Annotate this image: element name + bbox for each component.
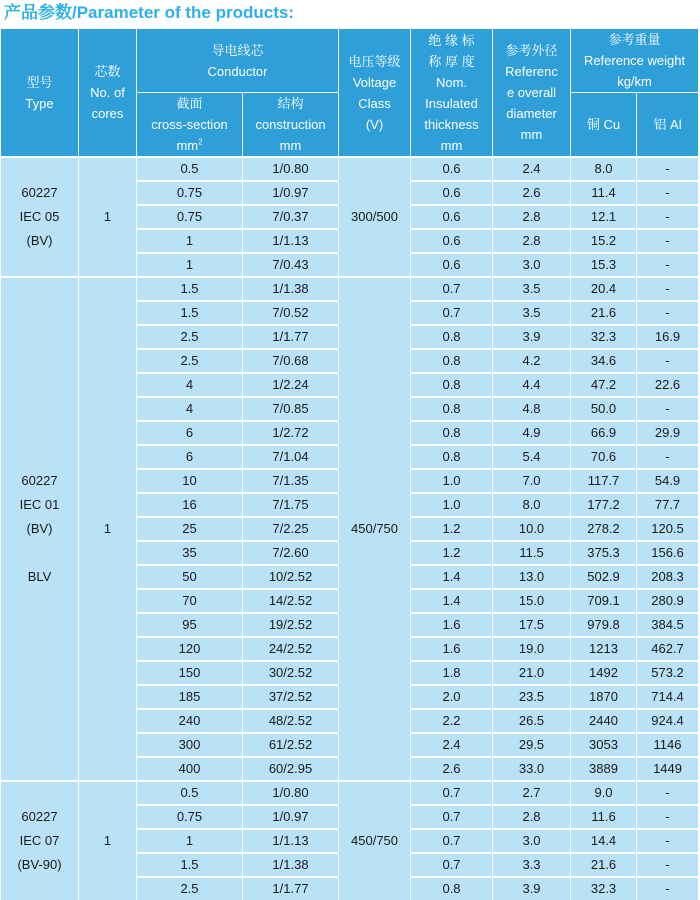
cell-cross-section: 4 bbox=[137, 373, 243, 397]
cell-cross-section: 4 bbox=[137, 397, 243, 421]
cell-weight-cu: 70.6 bbox=[571, 445, 637, 469]
cell-construction: 1/2.24 bbox=[243, 373, 339, 397]
cell-weight-cu: 32.3 bbox=[571, 877, 637, 900]
cell-weight-cu: 709.1 bbox=[571, 589, 637, 613]
cell-weight-cu: 21.6 bbox=[571, 301, 637, 325]
cell-insulation: 1.0 bbox=[411, 493, 493, 517]
cell-cross-section: 6 bbox=[137, 421, 243, 445]
cell-weight-cu: 34.6 bbox=[571, 349, 637, 373]
cell-voltage: 300/500 bbox=[339, 157, 411, 277]
cell-construction: 7/0.68 bbox=[243, 349, 339, 373]
cell-weight-al: - bbox=[637, 829, 699, 853]
cell-insulation: 0.8 bbox=[411, 397, 493, 421]
cell-weight-al: 573.2 bbox=[637, 661, 699, 685]
cell-insulation: 0.8 bbox=[411, 373, 493, 397]
header-weight-cu: 铜 Cu bbox=[571, 93, 637, 158]
cell-diameter: 3.5 bbox=[493, 277, 571, 301]
cell-weight-cu: 14.4 bbox=[571, 829, 637, 853]
cell-construction: 1/1.77 bbox=[243, 325, 339, 349]
cell-insulation: 2.0 bbox=[411, 685, 493, 709]
cell-weight-al: - bbox=[637, 445, 699, 469]
header-insulation-thickness: 绝 缘 标 称 厚 度 Nom. Insulated thickness mm bbox=[411, 29, 493, 158]
cell-cross-section: 1.5 bbox=[137, 853, 243, 877]
cell-cores: 1 bbox=[79, 277, 137, 781]
cell-insulation: 0.8 bbox=[411, 877, 493, 900]
cell-construction: 61/2.52 bbox=[243, 733, 339, 757]
cell-weight-cu: 502.9 bbox=[571, 565, 637, 589]
cell-construction: 1/0.80 bbox=[243, 781, 339, 805]
cell-weight-cu: 9.0 bbox=[571, 781, 637, 805]
cell-diameter: 3.3 bbox=[493, 853, 571, 877]
table-row bbox=[1, 781, 699, 805]
cell-cross-section: 185 bbox=[137, 685, 243, 709]
cell-cross-section: 0.5 bbox=[137, 157, 243, 181]
cell-voltage: 450/750 bbox=[339, 277, 411, 781]
cell-insulation: 0.6 bbox=[411, 157, 493, 181]
cell-cross-section: 25 bbox=[137, 517, 243, 541]
cell-cross-section: 10 bbox=[137, 469, 243, 493]
cell-weight-cu: 1492 bbox=[571, 661, 637, 685]
cell-weight-al: - bbox=[637, 805, 699, 829]
cell-insulation: 2.2 bbox=[411, 709, 493, 733]
cell-cross-section: 150 bbox=[137, 661, 243, 685]
cell-insulation: 2.4 bbox=[411, 733, 493, 757]
header-overall-diameter: 参考外径 Referenc e overall diameter mm bbox=[493, 29, 571, 158]
cell-cross-section: 1 bbox=[137, 253, 243, 277]
cell-insulation: 1.4 bbox=[411, 589, 493, 613]
cell-diameter: 4.8 bbox=[493, 397, 571, 421]
table-group bbox=[1, 277, 699, 781]
cell-weight-al: 77.7 bbox=[637, 493, 699, 517]
cell-weight-cu: 47.2 bbox=[571, 373, 637, 397]
cell-weight-cu: 177.2 bbox=[571, 493, 637, 517]
cell-weight-al: - bbox=[637, 181, 699, 205]
cell-diameter: 26.5 bbox=[493, 709, 571, 733]
cell-construction: 19/2.52 bbox=[243, 613, 339, 637]
cell-weight-cu: 979.8 bbox=[571, 613, 637, 637]
cell-weight-al: 924.4 bbox=[637, 709, 699, 733]
cell-construction: 7/0.37 bbox=[243, 205, 339, 229]
cell-construction: 7/0.52 bbox=[243, 301, 339, 325]
cell-diameter: 17.5 bbox=[493, 613, 571, 637]
cell-weight-al: - bbox=[637, 157, 699, 181]
cell-weight-al: 384.5 bbox=[637, 613, 699, 637]
cell-weight-al: 156.6 bbox=[637, 541, 699, 565]
cell-construction: 7/0.43 bbox=[243, 253, 339, 277]
cell-insulation: 0.6 bbox=[411, 181, 493, 205]
cell-insulation: 0.8 bbox=[411, 349, 493, 373]
cell-weight-cu: 278.2 bbox=[571, 517, 637, 541]
cell-weight-cu: 15.3 bbox=[571, 253, 637, 277]
cell-diameter: 19.0 bbox=[493, 637, 571, 661]
cell-cross-section: 1 bbox=[137, 229, 243, 253]
header-cores: 芯数 No. of cores bbox=[79, 29, 137, 158]
header-type: 型号 Type bbox=[1, 29, 79, 158]
cell-construction: 14/2.52 bbox=[243, 589, 339, 613]
cell-weight-al: 54.9 bbox=[637, 469, 699, 493]
table-group bbox=[1, 157, 699, 277]
cell-diameter: 2.6 bbox=[493, 181, 571, 205]
header-construction: 结构 construction mm bbox=[243, 93, 339, 158]
cell-insulation: 0.7 bbox=[411, 781, 493, 805]
cell-diameter: 4.4 bbox=[493, 373, 571, 397]
cell-weight-al: - bbox=[637, 229, 699, 253]
cell-weight-al: 208.3 bbox=[637, 565, 699, 589]
cell-construction: 1/1.38 bbox=[243, 277, 339, 301]
cell-insulation: 0.6 bbox=[411, 253, 493, 277]
cell-weight-cu: 117.7 bbox=[571, 469, 637, 493]
cell-cross-section: 0.75 bbox=[137, 181, 243, 205]
cell-weight-cu: 11.6 bbox=[571, 805, 637, 829]
cell-construction: 1/0.80 bbox=[243, 157, 339, 181]
cell-cross-section: 16 bbox=[137, 493, 243, 517]
cell-construction: 1/0.97 bbox=[243, 805, 339, 829]
cell-cross-section: 0.75 bbox=[137, 805, 243, 829]
cell-diameter: 2.8 bbox=[493, 229, 571, 253]
cell-cores: 1 bbox=[79, 781, 137, 900]
cell-construction: 1/1.13 bbox=[243, 229, 339, 253]
cell-weight-al: 280.9 bbox=[637, 589, 699, 613]
cell-diameter: 4.9 bbox=[493, 421, 571, 445]
cell-cross-section: 1.5 bbox=[137, 277, 243, 301]
cell-weight-cu: 8.0 bbox=[571, 157, 637, 181]
cell-diameter: 2.4 bbox=[493, 157, 571, 181]
cell-weight-cu: 50.0 bbox=[571, 397, 637, 421]
table-row bbox=[1, 277, 699, 301]
cell-cross-section: 35 bbox=[137, 541, 243, 565]
cell-insulation: 0.7 bbox=[411, 853, 493, 877]
cell-insulation: 0.7 bbox=[411, 301, 493, 325]
cell-diameter: 4.2 bbox=[493, 349, 571, 373]
cell-diameter: 8.0 bbox=[493, 493, 571, 517]
parameter-table bbox=[0, 28, 699, 900]
cell-weight-cu: 32.3 bbox=[571, 325, 637, 349]
cell-diameter: 21.0 bbox=[493, 661, 571, 685]
page-title: 产品参数/Parameter of the products: bbox=[4, 3, 294, 22]
cell-cross-section: 240 bbox=[137, 709, 243, 733]
cell-cross-section: 0.5 bbox=[137, 781, 243, 805]
cell-diameter: 29.5 bbox=[493, 733, 571, 757]
header-voltage: 电压等级 Voltage Class (V) bbox=[339, 29, 411, 158]
cell-weight-cu: 66.9 bbox=[571, 421, 637, 445]
cell-diameter: 10.0 bbox=[493, 517, 571, 541]
cell-diameter: 5.4 bbox=[493, 445, 571, 469]
cell-construction: 7/2.60 bbox=[243, 541, 339, 565]
cell-weight-al: - bbox=[637, 205, 699, 229]
cell-weight-cu: 1213 bbox=[571, 637, 637, 661]
cell-weight-al: 16.9 bbox=[637, 325, 699, 349]
cell-weight-al: 714.4 bbox=[637, 685, 699, 709]
table-row bbox=[1, 157, 699, 181]
header-conductor: 导电线芯 Conductor bbox=[137, 29, 339, 93]
cell-construction: 48/2.52 bbox=[243, 709, 339, 733]
cell-diameter: 13.0 bbox=[493, 565, 571, 589]
cell-type: 60227 IEC 01 (BV) BLV bbox=[1, 277, 79, 781]
cell-diameter: 33.0 bbox=[493, 757, 571, 781]
cell-cross-section: 2.5 bbox=[137, 325, 243, 349]
cell-insulation: 0.8 bbox=[411, 445, 493, 469]
header-reference-weight: 参考重量 Reference weight kg/km bbox=[571, 29, 699, 93]
cell-weight-cu: 3889 bbox=[571, 757, 637, 781]
cell-weight-cu: 21.6 bbox=[571, 853, 637, 877]
cell-construction: 1/1.77 bbox=[243, 877, 339, 900]
cell-diameter: 3.9 bbox=[493, 325, 571, 349]
cell-cross-section: 50 bbox=[137, 565, 243, 589]
cell-weight-cu: 20.4 bbox=[571, 277, 637, 301]
cell-construction: 1/0.97 bbox=[243, 181, 339, 205]
cell-insulation: 1.2 bbox=[411, 541, 493, 565]
cell-weight-al: - bbox=[637, 301, 699, 325]
cell-diameter: 3.0 bbox=[493, 253, 571, 277]
cell-insulation: 0.7 bbox=[411, 805, 493, 829]
cell-weight-al: 1449 bbox=[637, 757, 699, 781]
cell-weight-cu: 3053 bbox=[571, 733, 637, 757]
cell-diameter: 3.5 bbox=[493, 301, 571, 325]
cell-insulation: 1.4 bbox=[411, 565, 493, 589]
cell-diameter: 2.7 bbox=[493, 781, 571, 805]
cell-cores: 1 bbox=[79, 157, 137, 277]
cell-weight-al: 120.5 bbox=[637, 517, 699, 541]
cell-weight-al: 29.9 bbox=[637, 421, 699, 445]
cell-insulation: 1.6 bbox=[411, 637, 493, 661]
cell-insulation: 0.7 bbox=[411, 829, 493, 853]
cell-cross-section: 2.5 bbox=[137, 877, 243, 900]
cell-insulation: 1.6 bbox=[411, 613, 493, 637]
cell-cross-section: 1.5 bbox=[137, 301, 243, 325]
header-weight-al: 铝 Al bbox=[637, 93, 699, 158]
cell-diameter: 2.8 bbox=[493, 805, 571, 829]
cell-weight-cu: 2440 bbox=[571, 709, 637, 733]
cell-construction: 7/1.04 bbox=[243, 445, 339, 469]
cell-diameter: 7.0 bbox=[493, 469, 571, 493]
cell-insulation: 1.8 bbox=[411, 661, 493, 685]
cell-weight-al: - bbox=[637, 397, 699, 421]
cell-diameter: 23.5 bbox=[493, 685, 571, 709]
cell-cross-section: 400 bbox=[137, 757, 243, 781]
cell-construction: 7/1.35 bbox=[243, 469, 339, 493]
cell-weight-al: - bbox=[637, 349, 699, 373]
cell-weight-cu: 375.3 bbox=[571, 541, 637, 565]
cell-construction: 1/1.13 bbox=[243, 829, 339, 853]
cell-diameter: 3.9 bbox=[493, 877, 571, 900]
cell-diameter: 2.8 bbox=[493, 205, 571, 229]
cell-cross-section: 6 bbox=[137, 445, 243, 469]
cell-type: 60227 IEC 07 (BV-90) bbox=[1, 781, 79, 900]
cell-cross-section: 120 bbox=[137, 637, 243, 661]
cell-weight-cu: 1870 bbox=[571, 685, 637, 709]
cell-cross-section: 2.5 bbox=[137, 349, 243, 373]
cell-weight-cu: 12.1 bbox=[571, 205, 637, 229]
cell-insulation: 1.2 bbox=[411, 517, 493, 541]
cell-insulation: 0.6 bbox=[411, 205, 493, 229]
cell-construction: 7/2.25 bbox=[243, 517, 339, 541]
cell-type: 60227 IEC 05 (BV) bbox=[1, 157, 79, 277]
cell-weight-al: 1146 bbox=[637, 733, 699, 757]
cell-weight-al: - bbox=[637, 853, 699, 877]
cell-construction: 10/2.52 bbox=[243, 565, 339, 589]
cell-voltage: 450/750 bbox=[339, 781, 411, 900]
cell-cross-section: 70 bbox=[137, 589, 243, 613]
cell-construction: 30/2.52 bbox=[243, 661, 339, 685]
cell-construction: 60/2.95 bbox=[243, 757, 339, 781]
cell-diameter: 3.0 bbox=[493, 829, 571, 853]
cell-insulation: 1.0 bbox=[411, 469, 493, 493]
cell-diameter: 15.0 bbox=[493, 589, 571, 613]
cell-construction: 7/1.75 bbox=[243, 493, 339, 517]
cell-construction: 1/2.72 bbox=[243, 421, 339, 445]
cell-construction: 1/1.38 bbox=[243, 853, 339, 877]
cell-weight-al: 462.7 bbox=[637, 637, 699, 661]
cell-weight-al: - bbox=[637, 253, 699, 277]
cell-cross-section: 0.75 bbox=[137, 205, 243, 229]
cell-weight-cu: 11.4 bbox=[571, 181, 637, 205]
cell-weight-cu: 15.2 bbox=[571, 229, 637, 253]
cell-construction: 37/2.52 bbox=[243, 685, 339, 709]
cell-insulation: 2.6 bbox=[411, 757, 493, 781]
cell-diameter: 11.5 bbox=[493, 541, 571, 565]
table-group bbox=[1, 781, 699, 900]
cell-insulation: 0.8 bbox=[411, 325, 493, 349]
cell-construction: 24/2.52 bbox=[243, 637, 339, 661]
cell-insulation: 0.7 bbox=[411, 277, 493, 301]
cell-cross-section: 95 bbox=[137, 613, 243, 637]
cell-weight-al: - bbox=[637, 781, 699, 805]
header-cross-section: 截面 cross-section $mm^2$ bbox=[137, 93, 243, 158]
cell-weight-al: 22.6 bbox=[637, 373, 699, 397]
cell-insulation: 0.8 bbox=[411, 421, 493, 445]
cell-cross-section: 1 bbox=[137, 829, 243, 853]
cell-weight-al: - bbox=[637, 277, 699, 301]
cell-insulation: 0.6 bbox=[411, 229, 493, 253]
cell-cross-section: 300 bbox=[137, 733, 243, 757]
cell-construction: 7/0.85 bbox=[243, 397, 339, 421]
cell-weight-al: - bbox=[637, 877, 699, 900]
